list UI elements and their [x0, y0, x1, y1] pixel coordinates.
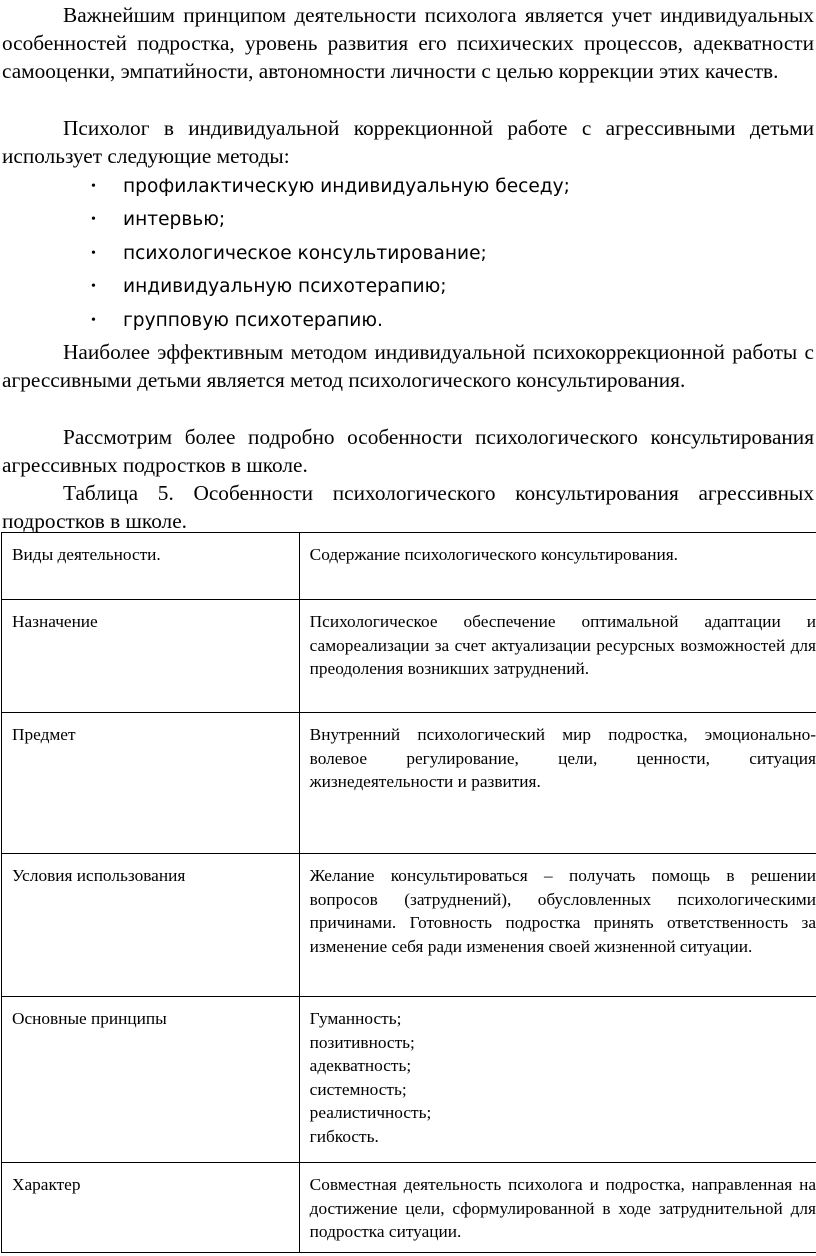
list-item	[0, 239, 816, 268]
list-item-text: профилактическую индивидуальную беседу;	[123, 176, 570, 197]
bullet-icon: •	[91, 212, 96, 228]
principle-item: гибкость.	[309, 1126, 379, 1146]
methods-list	[0, 172, 816, 339]
row-label: Характер	[2, 1163, 300, 1253]
row-content: Внутренний психологический мир подростка, эмоционально-волевое регулирование, цели, ценности, ситуация жизнедеятельности и развития.	[299, 713, 816, 854]
paragraph-methods-intro: Психолог в индивидуальной коррекционной работе с агрессивными детьми использует следующие методы:	[2, 116, 814, 169]
paragraph-consider: Рассмотрим более подробно особенности психологического консультирования агрессивных подростков в школе.	[2, 425, 814, 478]
row-content: Совместная деятельность психолога и подростка, направленная на достижение цели, сформулированной в ходе затруднительной для подростка ситуации.	[299, 1163, 816, 1253]
list-item	[0, 272, 816, 301]
bullet-icon: •	[91, 245, 96, 261]
row-label: Условия использования	[2, 854, 300, 997]
table-row	[2, 1163, 816, 1253]
list-item-text: интервью;	[123, 209, 226, 231]
list-item-text: групповую психотерапию.	[123, 309, 383, 331]
list-item	[0, 205, 816, 234]
principle-item: позитивность;	[309, 1032, 415, 1052]
table-header-row	[2, 533, 816, 600]
row-label: Назначение	[2, 600, 300, 713]
row-content: Психологическое обеспечение оптимальной адаптации и самореализации за счет актуализации ресурсных возможностей для преодоления возникших затруднений.	[299, 600, 816, 713]
paragraph-principle: Важнейшим принципом деятельности психолога является учет индивидуальных особенностей подростка, уровень развития его психических процессов, адекватности самооценки, эмпатийности, автономности личности с целью коррекции этих качеств.	[2, 3, 814, 84]
principle-item: системность;	[309, 1079, 407, 1099]
consulting-features-table	[1, 532, 816, 1253]
principles-list	[299, 997, 816, 1163]
list-item-text: психологическое консультирование;	[123, 242, 487, 264]
row-content: Желание консультироваться – получать помощь в решении вопросов (затруднений), обусловленных психологическими причинами. Готовность подростка принять ответственность за изменение себя ради изменения своей жизненной ситуации.	[299, 854, 816, 997]
table-caption: Таблица 5. Особенности психологического консультирования агрессивных подростков в школе.	[2, 481, 814, 534]
table-row	[2, 854, 816, 997]
list-item	[0, 306, 816, 335]
table-row	[2, 600, 816, 713]
principle-item: Гуманность;	[309, 1009, 402, 1028]
header-cell-content: Содержание психологического консультирования.	[299, 533, 816, 600]
principle-item: реалистичность;	[309, 1103, 432, 1122]
bullet-icon: •	[91, 312, 96, 328]
row-label: Основные принципы	[2, 997, 300, 1163]
table-row	[2, 997, 816, 1163]
paragraph-effective-method: Наиболее эффективным методом индивидуальной психокоррекционной работы с агрессивными детьми является метод психологического консультирования.	[2, 340, 814, 393]
row-label: Предмет	[2, 713, 300, 854]
list-item-text: индивидуальную психотерапию;	[123, 276, 447, 298]
bullet-icon: •	[91, 179, 96, 194]
header-cell-activities: Виды деятельности.	[2, 533, 300, 600]
bullet-icon: •	[91, 279, 96, 295]
principle-item: адекватность;	[309, 1056, 412, 1075]
list-item	[0, 172, 816, 201]
table-row	[2, 713, 816, 854]
